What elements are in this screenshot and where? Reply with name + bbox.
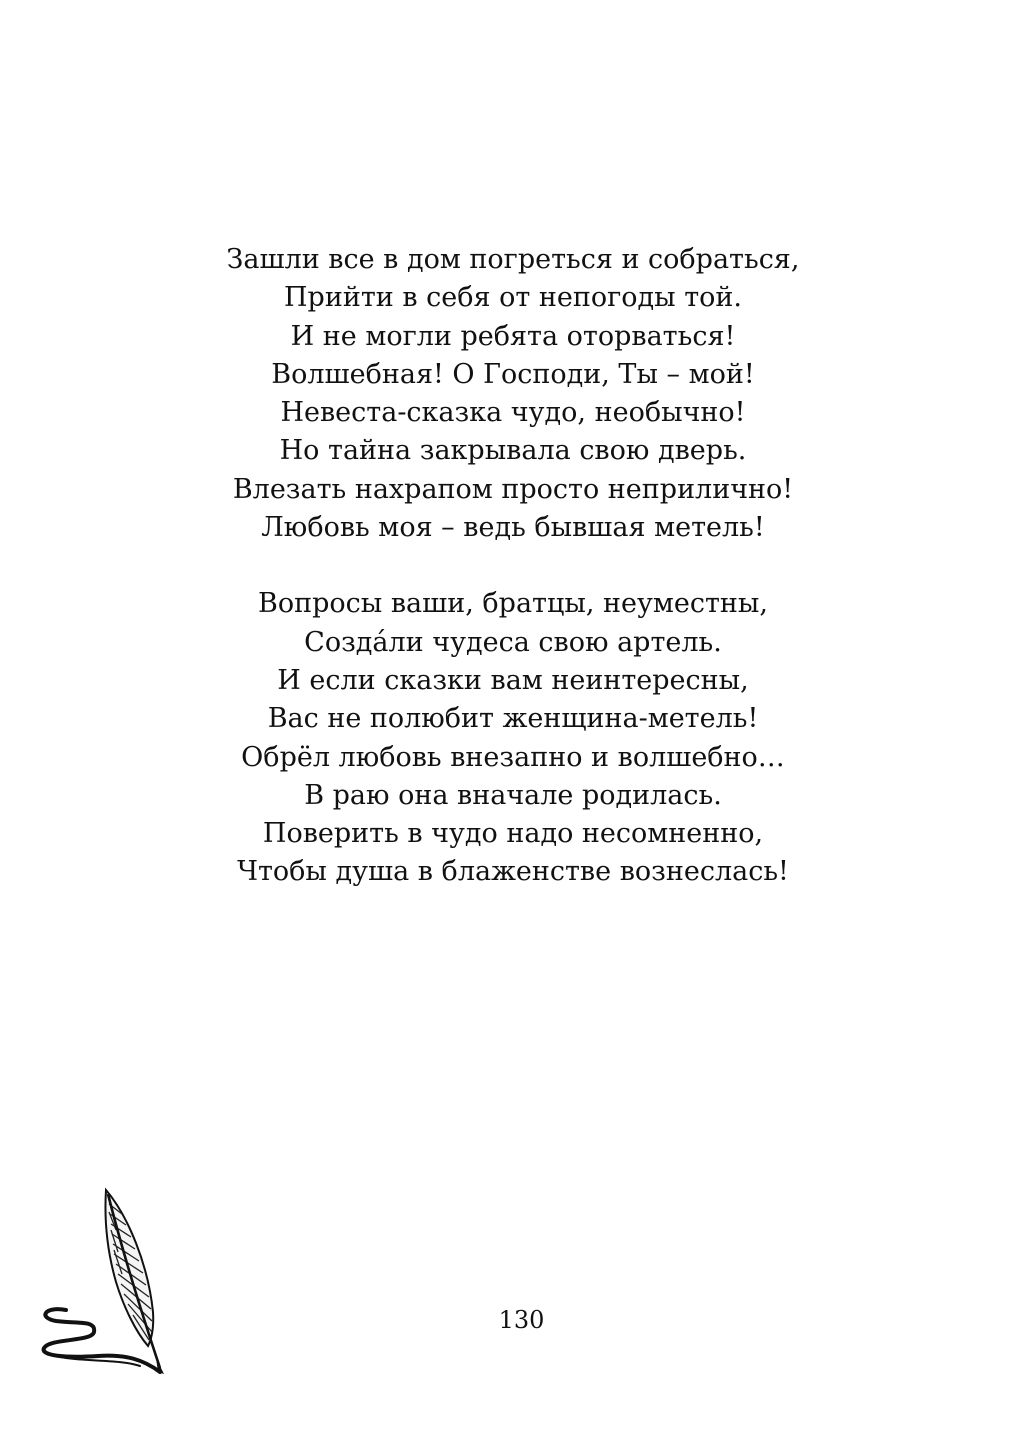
poem-line: Созда́ли чудеса свою артель. bbox=[304, 626, 722, 658]
stanza-2 bbox=[0, 585, 1026, 891]
poem-line: В раю она вначале родилась. bbox=[304, 779, 722, 811]
poem-line: Поверить в чудо надо несомненно, bbox=[262, 818, 764, 850]
poem-line: Любовь моя – ведь бывшая метель! bbox=[261, 512, 765, 544]
poem-line: Чтобы душа в блаженстве вознеслась! bbox=[237, 856, 789, 888]
poem-line: Невеста-сказка чудо, необычно! bbox=[280, 397, 746, 429]
poem bbox=[0, 241, 1026, 892]
page-number: 130 bbox=[498, 1306, 545, 1334]
stanza-1 bbox=[0, 241, 1026, 547]
poem-line: Волшебная! О Господи, Ты – мой! bbox=[271, 358, 755, 390]
poem-line: Вопросы ваши, братцы, неуместны, bbox=[258, 588, 768, 620]
quill-pen-icon bbox=[36, 1182, 171, 1382]
poem-line: И если сказки вам неинтересны, bbox=[277, 664, 749, 696]
poem-line: Вас не полюбит женщина-метель! bbox=[267, 703, 759, 735]
poem-line: Зашли все в дом погреться и собраться, bbox=[226, 244, 800, 275]
poem-line: Обрёл любовь внезапно и волшебно… bbox=[241, 741, 785, 773]
poem-line: Прийти в себя от непогоды той. bbox=[284, 282, 742, 314]
poem-line: Влезать нахрапом просто неприлично! bbox=[232, 473, 794, 505]
poem-line: И не могли ребята оторваться! bbox=[290, 320, 736, 352]
poem-line: Но тайна закрывала свою дверь. bbox=[279, 435, 747, 467]
